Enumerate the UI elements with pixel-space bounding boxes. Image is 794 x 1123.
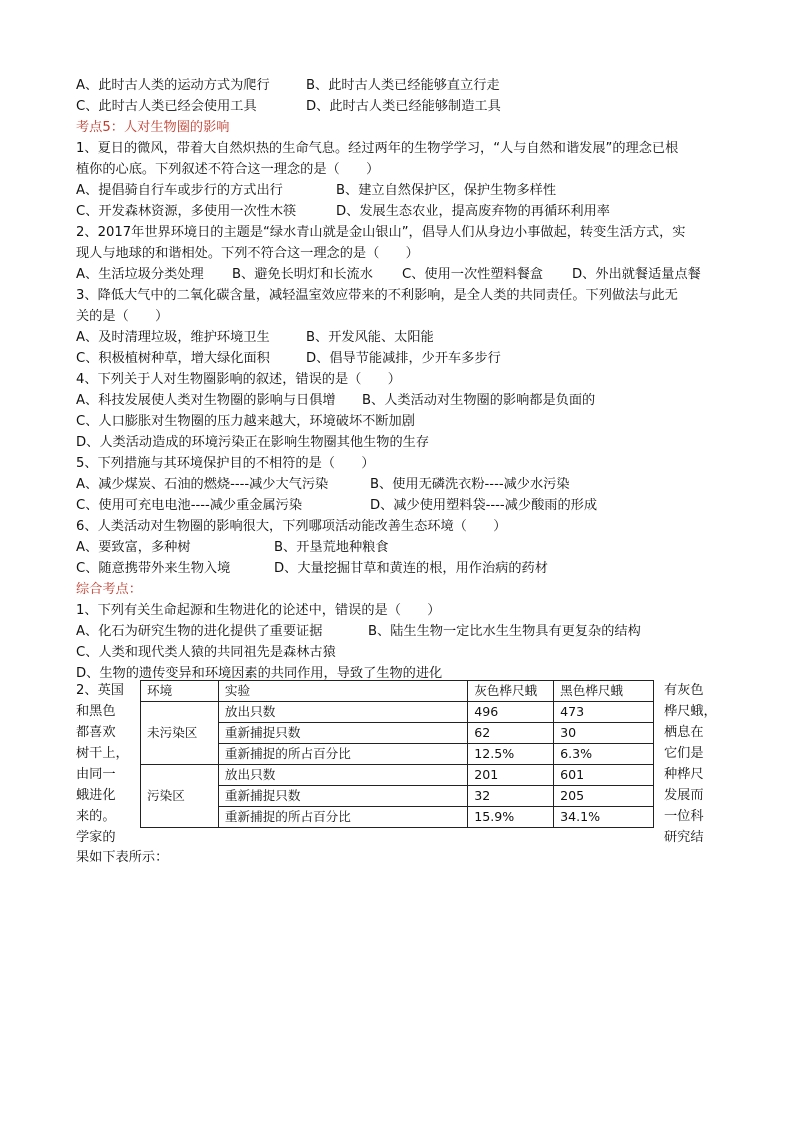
option-a: A、要致富，多种树 bbox=[76, 540, 191, 555]
table-cell: 30 bbox=[554, 723, 654, 744]
table-cell: 重新捕捉的所占百分比 bbox=[218, 744, 467, 765]
env-cell: 未污染区 bbox=[141, 702, 219, 765]
option-c: C、积极植树种草，增大绿化面积 bbox=[76, 351, 270, 366]
option-c: C、开发森林资源，多使用一次性木筷 bbox=[76, 204, 297, 219]
header-cell: 灰色桦尺蛾 bbox=[468, 681, 554, 702]
text-fragment: 2、英国 bbox=[76, 683, 124, 698]
table-row bbox=[141, 723, 654, 744]
option-d: D、人类活动造成的环境污染正在影响生物圈其他生物的生存 bbox=[76, 435, 430, 450]
text-fragment: 学家的 bbox=[76, 830, 116, 845]
option-b: B、建立自然保护区，保护生物多样性 bbox=[336, 183, 557, 198]
table-cell: 12.5% bbox=[468, 744, 554, 765]
header-cell: 环境 bbox=[141, 681, 219, 702]
option-d: D、减少使用塑料袋----减少酸雨的形成 bbox=[370, 498, 598, 513]
option-b: B、人类活动对生物圈的影响都是负面的 bbox=[362, 393, 596, 408]
question-stem: 植你的心底。下列叙述不符合这一理念的是（ ） bbox=[76, 162, 380, 177]
option-c: C、使用可充电电池----减少重金属污染 bbox=[76, 498, 303, 513]
section-heading: 综合考点： bbox=[76, 582, 142, 597]
option-b: B、开垦荒地种粮食 bbox=[274, 540, 389, 555]
text-fragment: 研究结 bbox=[664, 830, 704, 845]
text-fragment: 都喜欢 bbox=[76, 725, 116, 740]
text-fragment: 种桦尺 bbox=[664, 767, 704, 782]
option-a: A、科技发展使人类对生物圈的影响与日俱增 bbox=[76, 393, 336, 408]
option-a: A、提倡骑自行车或步行的方式出行 bbox=[76, 183, 283, 198]
table-header-row bbox=[141, 681, 654, 702]
text-fragment: 一位科 bbox=[664, 809, 704, 824]
question-stem: 关的是（ ） bbox=[76, 309, 169, 324]
table-row bbox=[141, 744, 654, 765]
table-cell: 放出只数 bbox=[218, 765, 467, 786]
question-stem: 5、下列措施与其环境保护目的不相符的是（ ） bbox=[76, 456, 375, 471]
table-cell: 放出只数 bbox=[218, 702, 467, 723]
table-cell: 473 bbox=[554, 702, 654, 723]
table-cell: 重新捕捉只数 bbox=[218, 723, 467, 744]
env-cell: 污染区 bbox=[141, 765, 219, 828]
question-stem: 4、下列关于人对生物圈影响的叙述，错误的是（ ） bbox=[76, 372, 401, 387]
question-stem: 现人与地球的和谐相处。下列不符合这一理念的是（ ） bbox=[76, 246, 419, 261]
option-d: D、发展生态农业，提高废弃物的再循环利用率 bbox=[336, 204, 610, 219]
table-cell: 205 bbox=[554, 786, 654, 807]
option-b: B、使用无磷洗衣粉----减少水污染 bbox=[370, 477, 570, 492]
header-cell: 黑色桦尺蛾 bbox=[554, 681, 654, 702]
option-c: C、人口膨胀对生物圈的压力越来越大，环境破坏不断加剧 bbox=[76, 414, 415, 429]
text-fragment: 由同一 bbox=[76, 767, 116, 782]
table-cell: 重新捕捉的所占百分比 bbox=[218, 807, 467, 828]
option-c: C、使用一次性塑料餐盒 bbox=[402, 267, 544, 282]
table-cell: 62 bbox=[468, 723, 554, 744]
option-b: B、陆生生物一定比水生生物具有更复杂的结构 bbox=[368, 624, 641, 639]
option-a: A、减少煤炭、石油的燃烧----减少大气污染 bbox=[76, 477, 329, 492]
option-b: B、避免长明灯和长流水 bbox=[232, 267, 373, 282]
table-cell: 重新捕捉只数 bbox=[218, 786, 467, 807]
table-cell: 34.1% bbox=[554, 807, 654, 828]
section-heading: 考点5：人对生物圈的影响 bbox=[76, 120, 230, 135]
text-fragment: 桦尺蛾， bbox=[664, 704, 717, 719]
table-cell: 601 bbox=[554, 765, 654, 786]
option-d: D、生物的遗传变异和环境因素的共同作用，导致了生物的进化 bbox=[76, 666, 443, 681]
question-stem: 2、2017年世界环境日的主题是“绿水青山就是金山银山”，倡导人们从身边小事做起，转变生活方式，实 bbox=[76, 225, 686, 240]
text-fragment: 发展而 bbox=[664, 788, 704, 803]
text-fragment: 来的。 bbox=[76, 809, 116, 824]
table-cell: 15.9% bbox=[468, 807, 554, 828]
option-d: D、倡导节能减排，少开车多步行 bbox=[306, 351, 501, 366]
text-fragment: 树干上， bbox=[76, 746, 129, 761]
option-d: D、外出就餐适量点餐 bbox=[572, 267, 701, 282]
question-stem: 1、夏日的微风，带着大自然炽热的生命气息。经过两年的生物学学习，“人与自然和谐发展”的理念已根 bbox=[76, 141, 679, 156]
table-cell: 6.3% bbox=[554, 744, 654, 765]
question-stem: 6、人类活动对生物圈的影响很大，下列哪项活动能改善生态环境（ ） bbox=[76, 519, 507, 534]
option-c: C、随意携带外来生物入境 bbox=[76, 561, 231, 576]
question-stem: 1、下列有关生命起源和生物进化的论述中，错误的是（ ） bbox=[76, 603, 441, 618]
option-a: A、及时清理垃圾，维护环境卫生 bbox=[76, 330, 270, 345]
text-fragment: 它们是 bbox=[664, 746, 704, 761]
table-cell: 496 bbox=[468, 702, 554, 723]
option-c: C、此时古人类已经会使用工具 bbox=[76, 99, 257, 114]
option-a: A、化石为研究生物的进化提供了重要证据 bbox=[76, 624, 323, 639]
option-c: C、人类和现代类人猿的共同祖先是森林古猿 bbox=[76, 645, 336, 660]
option-b: B、开发风能、太阳能 bbox=[306, 330, 434, 345]
header-cell: 实验 bbox=[218, 681, 467, 702]
option-a: A、生活垃圾分类处理 bbox=[76, 267, 204, 282]
table-cell: 32 bbox=[468, 786, 554, 807]
table-row bbox=[141, 702, 654, 723]
text-fragment: 蛾进化 bbox=[76, 788, 116, 803]
option-d: D、大量挖掘甘草和黄连的根，用作治病的药材 bbox=[274, 561, 548, 576]
table-row bbox=[141, 765, 654, 786]
option-b: B、此时古人类已经能够直立行走 bbox=[306, 78, 500, 93]
moth-experiment-table bbox=[140, 680, 654, 828]
text-fragment: 栖息在 bbox=[664, 725, 704, 740]
text-fragment: 和黑色 bbox=[76, 704, 116, 719]
option-a: A、此时古人类的运动方式为爬行 bbox=[76, 78, 270, 93]
option-d: D、此时古人类已经能够制造工具 bbox=[306, 99, 501, 114]
text-fragment: 有灰色 bbox=[664, 683, 704, 698]
question-stem: 3、降低大气中的二氧化碳含量，减轻温室效应带来的不利影响，是全人类的共同责任。下列做法与此无 bbox=[76, 288, 678, 303]
table-row bbox=[141, 807, 654, 828]
question-tail: 果如下表所示： bbox=[76, 850, 169, 865]
table-row bbox=[141, 786, 654, 807]
table-cell: 201 bbox=[468, 765, 554, 786]
